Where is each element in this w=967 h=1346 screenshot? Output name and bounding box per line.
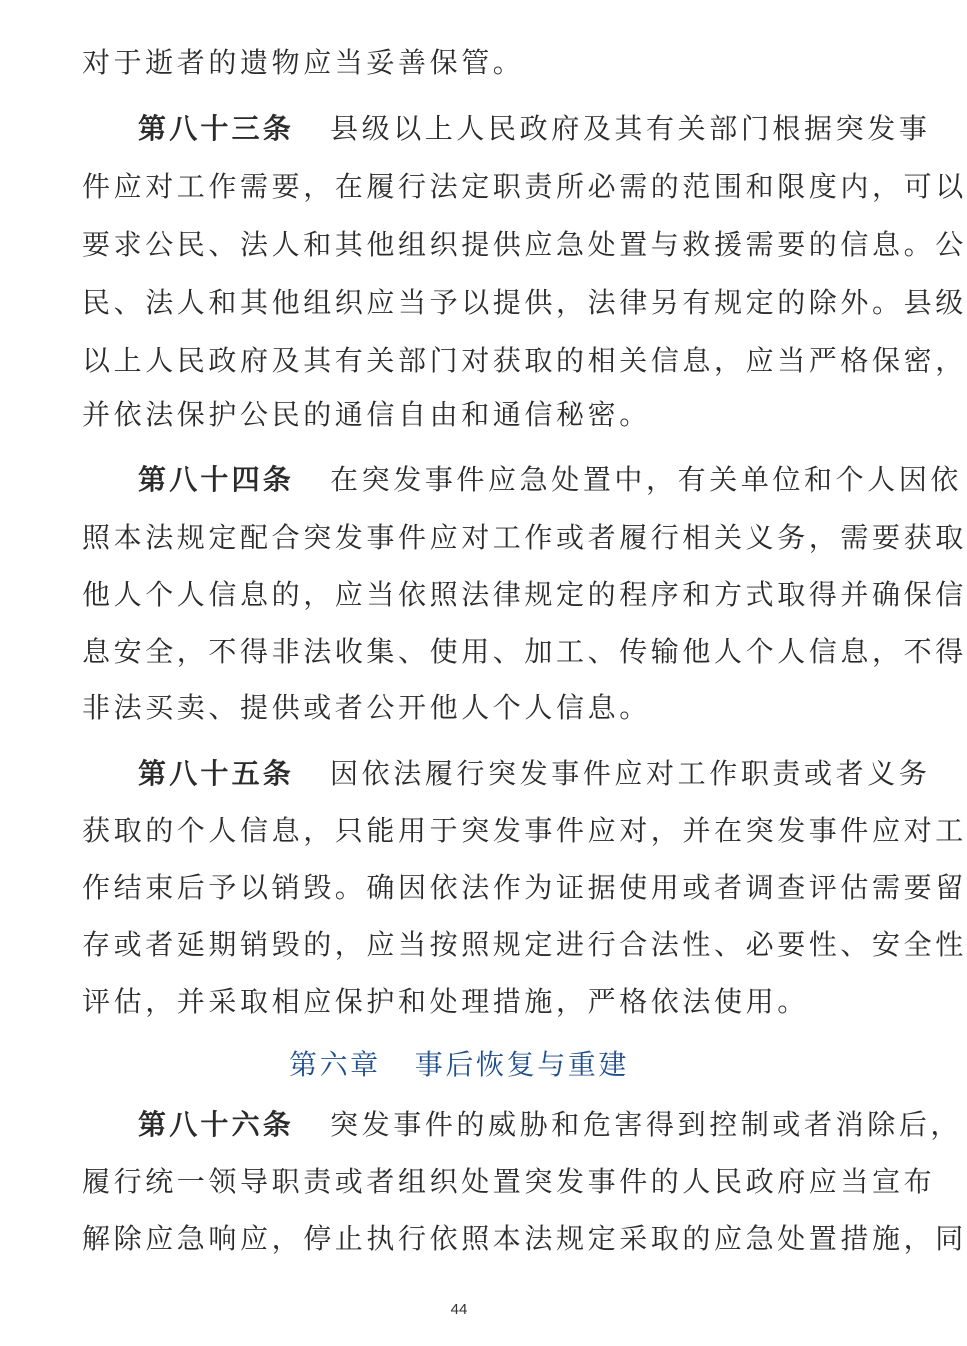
paragraph-line: 存或者延期销毁的，应当按照规定进行合法性、必要性、安全性 xyxy=(82,928,967,961)
paragraph-text: 在突发事件应急处置中，有关单位和个人因依 xyxy=(330,463,963,496)
paragraph-line: 评估，并采取相应保护和处理措施，严格依法使用。 xyxy=(82,985,809,1018)
article-86-title: 第八十六条 xyxy=(138,1108,295,1141)
paragraph-line: 对于逝者的遗物应当妥善保管。 xyxy=(82,46,525,79)
chapter-number: 第六章 xyxy=(288,1048,381,1081)
paragraph-line: 作结束后予以销毁。确因依法作为证据使用或者调查评估需要留 xyxy=(82,871,967,904)
paragraph-text: 因依法履行突发事件应对工作职责或者义务 xyxy=(330,757,931,790)
chapter-heading xyxy=(0,1046,918,1084)
paragraph-line: 要求公民、法人和其他组织提供应急处置与救援需要的信息。公 xyxy=(82,228,967,261)
paragraph-line: 民、法人和其他组织应当予以提供，法律另有规定的除外。县级 xyxy=(82,286,967,319)
paragraph-line: 息安全，不得非法收集、使用、加工、传输他人个人信息，不得 xyxy=(82,635,967,668)
article-85-title: 第八十五条 xyxy=(138,757,295,790)
paragraph-line: 履行统一领导职责或者组织处置突发事件的人民政府应当宣布 xyxy=(82,1165,936,1198)
paragraph-text: 县级以上人民政府及其有关部门根据突发事 xyxy=(330,112,931,145)
article-83-title: 第八十三条 xyxy=(138,112,295,145)
paragraph-line: 并依法保护公民的通信自由和通信秘密。 xyxy=(82,398,651,431)
paragraph-line: 他人个人信息的，应当依照法律规定的程序和方式取得并确保信 xyxy=(82,578,967,611)
paragraph-text: 突发事件的威胁和危害得到控制或者消除后， xyxy=(330,1108,963,1141)
paragraph-line: 件应对工作需要，在履行法定职责所必需的范围和限度内，可以 xyxy=(82,170,967,203)
chapter-title: 事后恢复与重建 xyxy=(414,1048,629,1081)
article-84-title: 第八十四条 xyxy=(138,463,295,496)
article-85-first-line xyxy=(138,755,931,793)
paragraph-line: 解除应急响应，停止执行依照本法规定采取的应急处置措施，同 xyxy=(82,1222,967,1255)
page-number: 44 xyxy=(450,1301,468,1318)
article-84-first-line xyxy=(138,461,963,499)
article-83-first-line xyxy=(138,110,931,148)
article-86-first-line xyxy=(138,1106,963,1144)
paragraph-line: 非法买卖、提供或者公开他人个人信息。 xyxy=(82,691,651,724)
paragraph-line: 获取的个人信息，只能用于突发事件应对，并在突发事件应对工 xyxy=(82,814,967,847)
paragraph-line: 照本法规定配合突发事件应对工作或者履行相关义务，需要获取 xyxy=(82,521,967,554)
paragraph-line: 以上人民政府及其有关部门对获取的相关信息，应当严格保密， xyxy=(82,344,967,377)
